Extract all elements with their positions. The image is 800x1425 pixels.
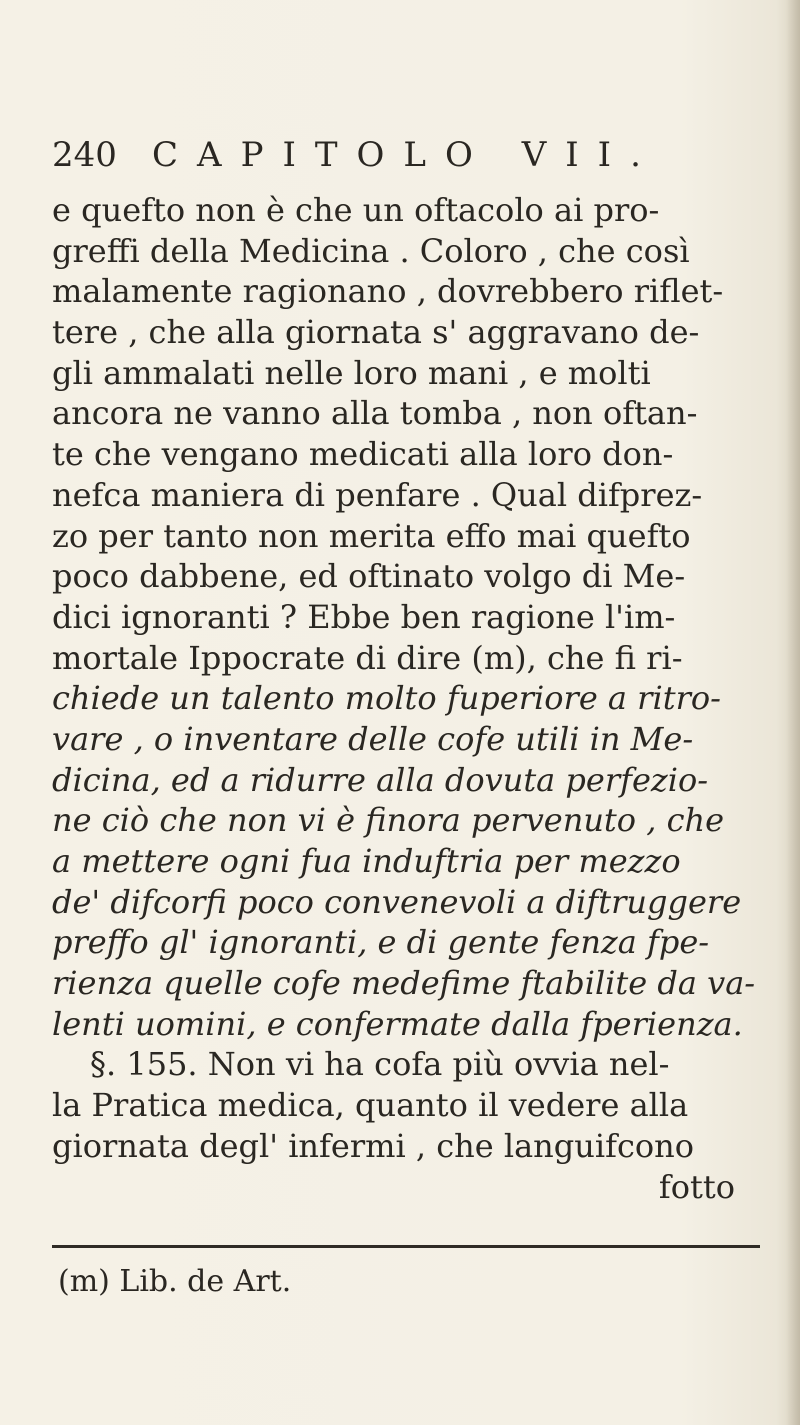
text-line-italic: ne ciò che non vi è finora pervenuto , che xyxy=(52,801,725,840)
text-line-italic: rienza quelle cofe medefime ftabilite da va- xyxy=(52,964,756,1003)
footnote: (m) Lib. de Art. xyxy=(58,1264,292,1299)
text-line: e quefto non è che un oftacolo ai pro- xyxy=(52,191,660,229)
chapter-title: CAPITOLO VII. xyxy=(152,135,660,175)
text-line: giornata degl' infermi , che languifcono xyxy=(52,1126,694,1165)
footnote-rule xyxy=(52,1245,760,1248)
text-line: nefca maniera di penfare . Qual difprez- xyxy=(52,475,703,514)
section-line: §. 155. Non vi ha cofa più ovvia nel- xyxy=(90,1045,670,1084)
text-line-italic: a mettere ogni fua induftria per mezzo xyxy=(52,842,681,880)
text-line: mortale Ippocrate di dire (m), che fi ri- xyxy=(52,638,683,677)
text-line-italic: vare , o inventare delle cofe utili in Me- xyxy=(52,719,694,758)
running-header xyxy=(52,135,752,183)
text-line: greffi della Medicina . Coloro , che così xyxy=(52,231,690,270)
catchword: fotto xyxy=(658,1167,735,1206)
text-line: tere , che alla giornata s' aggravano de- xyxy=(52,313,700,352)
text-line: gli ammalati nelle loro mani , e molti xyxy=(52,353,651,392)
page-number: 240 xyxy=(52,135,117,175)
text-line: zo per tanto non merita effo mai quefto xyxy=(52,516,691,555)
text-line: te che vengano medicati alla loro don- xyxy=(52,435,674,474)
text-line: poco dabbene, ed oftinato volgo di Me- xyxy=(52,557,686,596)
text-line: malamente ragionano , dovrebbero riflet- xyxy=(52,272,724,311)
text-line-italic: chiede un talento molto fuperiore a ritro- xyxy=(52,679,721,718)
text-line-italic: lenti uomini, e confermate dalla fperienza. xyxy=(52,1004,743,1043)
text-line-italic: dicina, ed a ridurre alla dovuta perfezio- xyxy=(52,760,709,799)
body-text xyxy=(52,190,767,1207)
page-edge-shadow xyxy=(786,0,800,1425)
text-line: dici ignoranti ? Ebbe ben ragione l'im- xyxy=(52,597,676,636)
text-line: la Pratica medica, quanto il vedere alla xyxy=(52,1086,689,1125)
text-line-italic: preffo gl' ignoranti, e di gente fenza fpe- xyxy=(52,923,710,962)
text-line-italic: de' difcorfi poco convenevoli a diftruggere xyxy=(52,882,742,921)
text-line: ancora ne vanno alla tomba , non oftan- xyxy=(52,394,698,433)
